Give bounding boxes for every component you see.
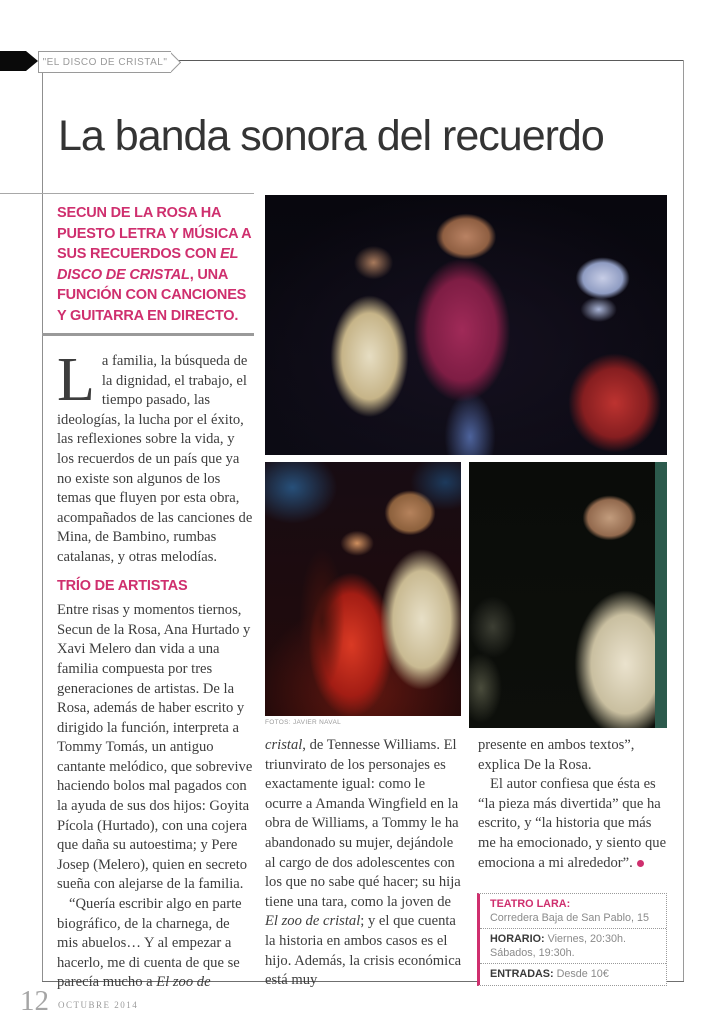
photo-red-scene [265,462,461,716]
black-arrow-icon [0,51,38,71]
dropcap: L [57,346,95,414]
photo-actor-portrait [469,462,667,728]
col2-italic-1: cristal [265,737,303,753]
venue-row-tickets [480,964,666,985]
left-rule [42,60,43,982]
section-tag [38,51,171,73]
venue-info-box [477,893,667,986]
photo-credit: FOTOS: JAVIER NAVAL [265,719,342,726]
paragraph-williams [265,736,462,991]
right-rule [683,60,684,982]
issue-date: OCTUBRE 2014 [58,1000,139,1010]
paragraph-quote [57,895,254,993]
lead-bottom-border [42,333,254,336]
paragraph-closing-2 [478,775,668,873]
venue-hours-line2: Sábados, 19:30h. [490,946,575,959]
paragraph-closing-1: presente en ambos textos”, explica De la Rosa. [478,737,635,773]
photo-stage-trio [265,195,667,455]
lead-top-border [0,193,254,194]
lead-text-pre: SECUN DE LA ROSA HA PUESTO LETRA Y MÚSICA A SUS RECUERDOS CON [57,205,251,263]
section-heading: TRÍO DE ARTISTAS [57,577,188,594]
col2-segment-1: , de Tennesse Williams. El triunvirato de los personajes es exactamente igual: como le ocurre a Amanda Wingfield en la obra de Williams, a Tommy le ha abandonado su mujer, dejándole al cargo de dos adolescentes con los que no sabe qué hacer; su hija tiene una tara, como la joven de [265,737,461,910]
col2-italic-2: El zoo de cristal [265,913,361,930]
article-title: La banda sonora del recuerdo [58,112,604,160]
section-tag-label: "EL DISCO DE CRISTAL" [42,56,168,68]
paragraph-quote-text: “Quería escribir algo en parte biográfico, de la charnega, de mis abuelos… Y al empezar a hacerlo, me di cuenta de que se parecía mucho a [57,896,242,991]
page-number: 12 [20,985,49,1017]
venue-hours-line1: Viernes, 20:30h. [547,933,627,945]
venue-tickets-label: ENTRADAS: [490,968,554,980]
venue-hours-label: HORARIO: [490,933,545,945]
lead-paragraph [57,203,251,327]
paragraph-closing-2-text: El autor confiesa que ésta es “la pieza más divertida” que ha escrito, y “la historia que más me ha emocionado, y siento que emociona a mi alrededor”. [478,776,667,871]
venue-address: Corredera Baja de San Pablo, 15 [490,911,650,924]
paragraph-intro [57,346,254,568]
venue-name: TEATRO LARA: [490,898,571,910]
article-column-1 [57,346,254,993]
lead-text-italic: EL DISCO DE CRISTAL [57,246,239,283]
paragraph-quote-italic: El zoo de [156,974,211,991]
top-rule [176,60,683,61]
venue-row-name [480,894,666,929]
paragraph-trio: Entre risas y momentos tiernos, Secun de la Rosa, Ana Hurtado y Xavi Melero dan vida a una familia compuesta por tres generaciones de artistas. De la Rosa, además de haber escrito y dirigido la función, interpreta a Tommy Tomás, un antiguo cantante melódico, que sobrevive haciendo bolos mal pagados con la ayuda de sus dos hijos: Goyita Pícola (Hurtado), con una cojera que daña su autoestima; y Pere Josep (Melero), quien en secreto sueña con alejarse de la familia. [57,602,253,893]
venue-row-hours [480,929,666,964]
lead-text-post: , UNA FUNCIÓN CON CANCIONES Y GUITARRA EN DIRECTO. [57,266,247,324]
article-column-3 [478,736,668,873]
venue-tickets-value: Desde 10€ [556,968,609,980]
paragraph-intro-text: a familia, la búsqueda de la dignidad, el trabajo, el tiempo pasado, las ideologías, la lucha por el éxito, las reflexiones sobre la vida, y los recuerdos de un país que ya no existe son algunos de los temas que fluyen por esta obra, acompañados de las canciones de Mina, de Bambino, rumbas catalanas, y otras melodías. [57,353,253,565]
article-column-2 [265,736,462,991]
end-of-article-dot [637,860,644,867]
col2-segment-2: ; y el que cuenta la historia en ambos casos es el hijo. Además, la crisis económica está muy [265,913,462,989]
